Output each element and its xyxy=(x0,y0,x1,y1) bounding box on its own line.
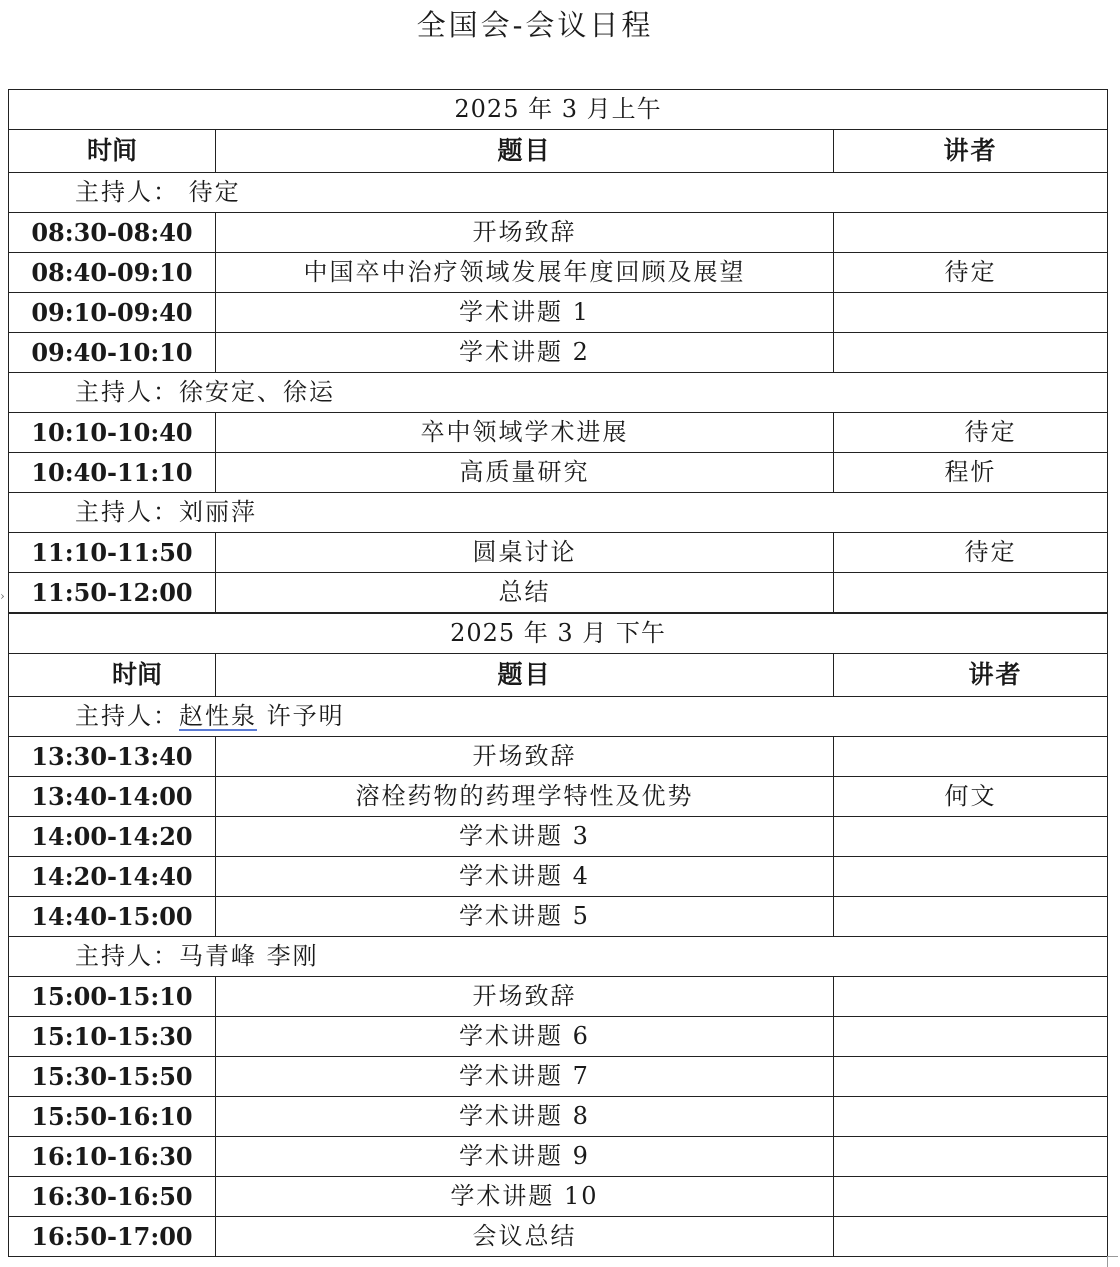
topic-cell: 学术讲题 1 xyxy=(216,293,834,333)
time-cell: 16:30-16:50 xyxy=(9,1177,216,1217)
topic-cell: 开场致辞 xyxy=(216,213,834,253)
time-cell: 08:30-08:40 xyxy=(9,213,216,253)
speaker-cell xyxy=(834,977,1108,1017)
schedule-table xyxy=(8,89,1108,1257)
speaker-cell xyxy=(834,857,1108,897)
time-cell: 08:40-09:10 xyxy=(9,253,216,293)
topic-cell: 圆桌讨论 xyxy=(216,533,834,573)
session-label: 2025 年 3 月 下午 xyxy=(9,613,1108,654)
time-cell: 09:10-09:40 xyxy=(9,293,216,333)
topic-cell: 学术讲题 9 xyxy=(216,1137,834,1177)
host-label: 主持人：马青峰 李刚 xyxy=(9,937,1108,977)
speaker-cell xyxy=(834,1177,1108,1217)
speaker-cell: 待定 xyxy=(834,533,1108,573)
table-row xyxy=(9,1057,1108,1097)
table-row xyxy=(9,213,1108,253)
speaker-cell: 待定 xyxy=(834,413,1108,453)
time-cell: 10:40-11:10 xyxy=(9,453,216,493)
host-row xyxy=(9,697,1108,737)
table-row xyxy=(9,293,1108,333)
topic-cell: 学术讲题 5 xyxy=(216,897,834,937)
time-cell: 14:20-14:40 xyxy=(9,857,216,897)
table-row xyxy=(9,453,1108,493)
table-row xyxy=(9,253,1108,293)
column-header-speaker: 讲者 xyxy=(834,130,1108,173)
time-cell: 16:10-16:30 xyxy=(9,1137,216,1177)
document-title: 全国会-会议日程 xyxy=(416,8,654,42)
topic-cell: 溶栓药物的药理学特性及优势 xyxy=(216,777,834,817)
time-cell: 11:10-11:50 xyxy=(9,533,216,573)
topic-cell: 中国卒中治疗领域发展年度回顾及展望 xyxy=(216,253,834,293)
table-row xyxy=(9,1017,1108,1057)
topic-cell: 会议总结 xyxy=(216,1217,834,1257)
column-header-topic: 题目 xyxy=(216,654,834,697)
speaker-cell: 何文 xyxy=(834,777,1108,817)
speaker-cell xyxy=(834,737,1108,777)
session-label: 2025 年 3 月上午 xyxy=(9,90,1108,130)
table-row xyxy=(9,1177,1108,1217)
time-cell: 11:50-12:00 xyxy=(9,573,216,614)
time-cell: 16:50-17:00 xyxy=(9,1217,216,1257)
table-move-handle-icon[interactable]: › xyxy=(0,589,5,603)
host-row xyxy=(9,937,1108,977)
speaker-cell xyxy=(834,897,1108,937)
host-row xyxy=(9,373,1108,413)
speaker-cell xyxy=(834,333,1108,373)
column-header-speaker: 讲者 xyxy=(834,654,1108,697)
time-cell: 14:40-15:00 xyxy=(9,897,216,937)
speaker-cell xyxy=(834,1217,1108,1257)
host-name-link[interactable]: 赵性泉 xyxy=(179,702,257,730)
table-row xyxy=(9,1217,1108,1257)
column-header-topic: 题目 xyxy=(216,130,834,173)
column-header-row xyxy=(9,130,1108,173)
column-header-time: 时间 xyxy=(9,130,216,173)
time-cell: 13:40-14:00 xyxy=(9,777,216,817)
topic-cell: 学术讲题 8 xyxy=(216,1097,834,1137)
table-row xyxy=(9,1097,1108,1137)
host-label: 主持人：赵性泉 许予明 xyxy=(9,697,1108,737)
topic-cell: 学术讲题 7 xyxy=(216,1057,834,1097)
time-cell: 10:10-10:40 xyxy=(9,413,216,453)
table-row xyxy=(9,977,1108,1017)
host-label: 主持人：刘丽萍 xyxy=(9,493,1108,533)
table-row xyxy=(9,777,1108,817)
table-row xyxy=(9,533,1108,573)
column-header-time: 时间 xyxy=(9,654,216,697)
speaker-cell: 程忻 xyxy=(834,453,1108,493)
time-cell: 15:50-16:10 xyxy=(9,1097,216,1137)
time-cell: 15:10-15:30 xyxy=(9,1017,216,1057)
topic-cell: 开场致辞 xyxy=(216,737,834,777)
speaker-cell xyxy=(834,1017,1108,1057)
topic-cell: 学术讲题 6 xyxy=(216,1017,834,1057)
topic-cell: 开场致辞 xyxy=(216,977,834,1017)
topic-cell: 学术讲题 2 xyxy=(216,333,834,373)
speaker-cell xyxy=(834,817,1108,857)
topic-cell: 总结 xyxy=(216,573,834,614)
table-row xyxy=(9,413,1108,453)
table-row xyxy=(9,1137,1108,1177)
speaker-cell xyxy=(834,1137,1108,1177)
time-cell: 14:00-14:20 xyxy=(9,817,216,857)
topic-cell: 学术讲题 4 xyxy=(216,857,834,897)
topic-cell: 高质量研究 xyxy=(216,453,834,493)
speaker-cell xyxy=(834,573,1108,614)
time-cell: 13:30-13:40 xyxy=(9,737,216,777)
topic-cell: 卒中领域学术进展 xyxy=(216,413,834,453)
table-row xyxy=(9,737,1108,777)
host-label: 主持人： 待定 xyxy=(9,173,1108,213)
table-row xyxy=(9,897,1108,937)
session-header-row xyxy=(9,90,1108,130)
table-row xyxy=(9,817,1108,857)
table-row xyxy=(9,333,1108,373)
speaker-cell xyxy=(834,1057,1108,1097)
table-row xyxy=(9,573,1108,614)
speaker-cell xyxy=(834,213,1108,253)
speaker-cell xyxy=(834,293,1108,333)
host-row xyxy=(9,493,1108,533)
topic-cell: 学术讲题 3 xyxy=(216,817,834,857)
speaker-cell xyxy=(834,1097,1108,1137)
table-row xyxy=(9,857,1108,897)
speaker-cell: 待定 xyxy=(834,253,1108,293)
column-header-row xyxy=(9,654,1108,697)
page-corner-mark xyxy=(1107,1256,1118,1267)
time-cell: 15:00-15:10 xyxy=(9,977,216,1017)
session-header-row xyxy=(9,613,1108,654)
time-cell: 09:40-10:10 xyxy=(9,333,216,373)
host-label: 主持人：徐安定、徐运 xyxy=(9,373,1108,413)
host-row xyxy=(9,173,1108,213)
time-cell: 15:30-15:50 xyxy=(9,1057,216,1097)
topic-cell: 学术讲题 10 xyxy=(216,1177,834,1217)
